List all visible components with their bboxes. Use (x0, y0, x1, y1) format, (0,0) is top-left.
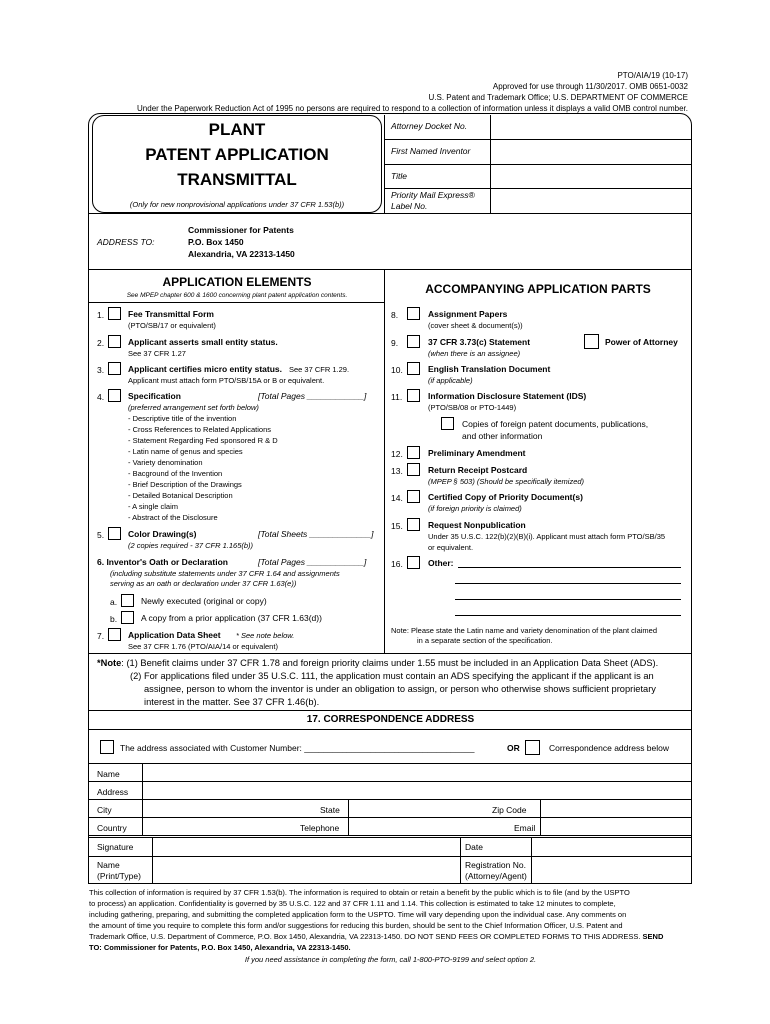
item-15-sub-1: Under 35 U.S.C. 122(b)(2)(B)(i). Applicant must attach form PTO/SB/35 (428, 532, 666, 541)
item-6a-num: a. (110, 597, 118, 607)
item-6-sub-2: serving as an oath or declaration under 37 CFR 1.63(e)) (110, 579, 297, 588)
signature-input[interactable] (156, 840, 460, 856)
state-label: State (320, 805, 340, 815)
burden-text-5: Trademark Office, U.S. Department of Commerce, P.O. Box 1450, Alexandria, VA 22313-1450. DO NOT SEND FEES OR COMPLETED FORMS TO THIS ADDRESS. (89, 932, 641, 941)
item-13-label: Return Receipt Postcard (428, 465, 528, 475)
item-2-checkbox[interactable] (108, 335, 121, 348)
item-5-sheets: [Total Sheets _____________] (258, 529, 374, 539)
item-5-num: 5. (97, 530, 105, 540)
inventor-label: First Named Inventor (391, 146, 471, 156)
burden-line-1: This collection of information is required by 37 CFR 1.53(b). The information is required to obtain or retain a benefit by the public which is to file (and by the USPTO (89, 888, 630, 897)
title-line-2: PATENT APPLICATION (145, 145, 329, 164)
item-16-num: 16. (391, 559, 403, 569)
item-7-checkbox[interactable] (108, 628, 121, 641)
item-14-sub: (if foreign priority is claimed) (428, 504, 522, 513)
address-label: Address (97, 787, 129, 797)
item-11-label: Information Disclosure Statement (IDS) (428, 391, 587, 401)
item-11-copies-1: Copies of foreign patent documents, publications, (462, 419, 649, 429)
spec-list-item: - Bacground of the Invention (128, 469, 223, 478)
item-13-checkbox[interactable] (407, 463, 420, 476)
item-4-checkbox[interactable] (108, 389, 121, 402)
app-elements-subheading: See MPEP chapter 600 & 1600 concerning plant patent application contents. (126, 292, 348, 299)
item-2-num: 2. (97, 338, 105, 348)
poa-checkbox[interactable] (584, 334, 599, 349)
burden-line-3: including gathering, preparing, and submitting the completed application form to the USPTO. Time will vary depending upon the individual case. Any comments on (89, 910, 627, 919)
item-12-label: Preliminary Amendment (428, 448, 526, 458)
express-label-1: Priority Mail Express® (391, 190, 475, 200)
express-input[interactable] (494, 192, 688, 212)
docket-input[interactable] (494, 119, 688, 139)
item-8-checkbox[interactable] (407, 307, 420, 320)
item-7-num: 7. (97, 631, 105, 641)
item-5-checkbox[interactable] (108, 527, 121, 540)
date-input[interactable] (535, 840, 689, 856)
item-3-num: 3. (97, 365, 105, 375)
item-4-pages: [Total Pages ____________] (258, 391, 367, 401)
customer-number-input[interactable] (320, 738, 489, 754)
inventor-input[interactable] (494, 143, 688, 163)
name-label: Name (97, 769, 120, 779)
item-14-num: 14. (391, 493, 403, 503)
item-6b-checkbox[interactable] (121, 611, 134, 624)
city-input[interactable] (146, 802, 320, 817)
item-15-sub-2: or equivalent. (428, 543, 474, 552)
footnote-text-1: : (1) Benefit claims under 37 CFR 1.78 and foreign priority claims under 1.55 must be included in an Application Data Sheet (ADS). (121, 658, 659, 668)
item-9-sub: (when there is an assignee) (428, 349, 521, 358)
right-note-2: in a separate section of the specification. (417, 636, 553, 645)
item-4-label: Specification (128, 391, 181, 401)
customer-number-label: The address associated with Customer Number: ____________________________________ (120, 743, 475, 753)
item-1-label: Fee Transmittal Form (128, 309, 214, 319)
footnote-line-2: (2) For applications filed under 35 U.S.C. 111, the application must contain an ADS specifying the applicant if the applicant is an (130, 671, 654, 681)
right-note-1: Note: Please state the Latin name and variety denomination of the plant claimed (391, 626, 657, 635)
address-line-2: P.O. Box 1450 (188, 237, 244, 247)
item-6b-num: b. (110, 614, 118, 624)
date-label: Date (465, 842, 483, 852)
other-input-4[interactable] (455, 603, 685, 617)
item-11-copies-checkbox[interactable] (441, 417, 454, 430)
app-elements-heading: APPLICATION ELEMENTS (162, 275, 312, 289)
spec-list-item: - Variety denomination (128, 458, 203, 467)
spec-list-item: - Abstract of the Disclosure (128, 513, 218, 522)
item-10-sub: (if applicable) (428, 376, 473, 385)
burden-line-2: to process) an application. Confidentiality is governed by 35 U.S.C. 122 and 37 CFR 1.11 and 1.14. This collection is estimated to take 12 minutes to complete, (89, 899, 616, 908)
spec-list-item: - Descriptive title of the invention (128, 414, 237, 423)
telephone-label: Telephone (300, 823, 340, 833)
item-10-label: English Translation Document (428, 364, 551, 374)
item-10-num: 10. (391, 365, 403, 375)
item-9-num: 9. (391, 338, 399, 348)
address-line-1: Commissioner for Patents (188, 225, 294, 235)
item-3-checkbox[interactable] (108, 362, 121, 375)
item-2-sub: See 37 CFR 1.27 (128, 349, 186, 358)
item-11-checkbox[interactable] (407, 389, 420, 402)
print-name-input[interactable] (156, 862, 460, 880)
burden-send: SEND (642, 932, 664, 941)
email-label: Email (514, 823, 536, 833)
item-14-label: Certified Copy of Priority Document(s) (428, 492, 583, 502)
item-6-label: 6. Inventor's Oath or Declaration (97, 557, 228, 567)
email-input[interactable] (544, 820, 690, 835)
city-label: City (97, 805, 112, 815)
item-6a-label: Newly executed (original or copy) (141, 596, 267, 606)
address-below-checkbox[interactable] (525, 740, 540, 755)
spec-list-item: - Statement Regarding Fed sponsored R & D (128, 436, 278, 445)
item-10-checkbox[interactable] (407, 362, 420, 375)
accompanying-heading: ACCOMPANYING APPLICATION PARTS (425, 282, 651, 296)
item-2-label: Applicant asserts small entity status. (128, 337, 278, 347)
address-input[interactable] (146, 784, 690, 799)
item-6a-checkbox[interactable] (121, 594, 134, 607)
item-11-num: 11. (391, 392, 403, 402)
item-12-checkbox[interactable] (407, 446, 420, 459)
signature-label: Signature (97, 842, 134, 852)
spec-list-item: - A single claim (128, 502, 179, 511)
address-below-label: Correspondence address below (549, 743, 670, 753)
country-label: Country (97, 823, 127, 833)
or-label: OR (507, 743, 520, 753)
print-name-label-2: (Print/Type) (97, 871, 141, 881)
item-3-label: Applicant certifies micro entity status. (128, 364, 282, 374)
approval-text: Approved for use through 11/30/2017. OMB 0651-0032 (492, 82, 688, 91)
title-input[interactable] (494, 168, 688, 188)
item-12-num: 12. (391, 449, 403, 459)
title-line-3: TRANSMITTAL (177, 170, 297, 189)
item-15-num: 15. (391, 521, 403, 531)
burden-line-4: the amount of time you require to complete this form and/or suggestions for reducing this burden, should be sent to the Chief Information Officer, U.S. Patent and (89, 921, 623, 930)
other-input-1[interactable] (458, 555, 685, 569)
address-to-label: ADDRESS TO: (97, 237, 155, 247)
other-input-3[interactable] (455, 587, 685, 601)
burden-line-5 (89, 932, 663, 941)
item-1-num: 1. (97, 310, 105, 320)
item-8-label: Assignment Papers (428, 309, 508, 319)
express-label-2: Label No. (391, 201, 428, 211)
spec-list-item: - Latin name of genus and species (128, 447, 243, 456)
state-input[interactable] (352, 802, 486, 817)
spec-list-item: - Cross References to Related Applications (128, 425, 271, 434)
registration-label-2: (Attorney/Agent) (465, 871, 527, 881)
title-line-1: PLANT (208, 120, 266, 139)
item-7-sub: See 37 CFR 1.76 (PTO/AIA/14 or equivalent) (128, 642, 278, 651)
country-input[interactable] (146, 820, 300, 835)
item-8-sub: (cover sheet & document(s)) (428, 321, 523, 330)
footnote-label: *Note (97, 658, 122, 668)
item-16-label: Other: (428, 558, 454, 568)
item-11-copies-2: and other information (462, 431, 543, 441)
registration-input[interactable] (535, 862, 689, 880)
burden-line-6: TO: Commissioner for Patents, P.O. Box 1450, Alexandria, VA 22313-1450. (89, 943, 351, 952)
correspondence-heading: 17. CORRESPONDENCE ADDRESS (306, 714, 475, 725)
address-line-3: Alexandria, VA 22313-1450 (188, 249, 295, 259)
item-14-checkbox[interactable] (407, 490, 420, 503)
telephone-input[interactable] (352, 820, 486, 835)
customer-number-checkbox[interactable] (100, 740, 114, 754)
item-15-label: Request Nonpublication (428, 520, 526, 530)
footnote-line-4: interest in the matter. See 37 CFR 1.46(b). (144, 697, 320, 707)
zip-input[interactable] (544, 802, 690, 817)
item-15-checkbox[interactable] (407, 518, 420, 531)
other-input-2[interactable] (455, 571, 685, 585)
item-4-num: 4. (97, 392, 105, 402)
name-input[interactable] (146, 766, 690, 781)
print-name-label-1: Name (97, 860, 120, 870)
item-3-sub: Applicant must attach form PTO/SB/15A or B or equivalent. (128, 376, 325, 385)
title-label: Title (391, 171, 407, 181)
item-3-ref: See 37 CFR 1.29. (289, 365, 350, 374)
footnote-line-3: assignee, person to whom the inventor is under an obligation to assign, or person who otherwise shows sufficient proprietary (144, 684, 656, 694)
item-5-sub: (2 copies required - 37 CFR 1.165(b)) (128, 541, 254, 550)
item-5-label: Color Drawing(s) (128, 529, 197, 539)
docket-label: Attorney Docket No. (391, 121, 468, 131)
item-7-note: * See note below. (236, 631, 295, 640)
assistance-text: If you need assistance in completing the form, call 1-800-PTO-9199 and select option 2. (244, 955, 537, 964)
item-6-pages: [Total Pages ____________] (258, 557, 367, 567)
office-text: U.S. Patent and Trademark Office; U.S. DEPARTMENT OF COMMERCE (428, 93, 688, 102)
form-number: PTO/AIA/19 (10-17) (617, 71, 688, 80)
item-11-sub: (PTO/SB/08 or PTO-1449) (428, 403, 517, 412)
poa-label: Power of Attorney (605, 337, 678, 347)
item-8-num: 8. (391, 310, 399, 320)
spec-list-item: - Detailed Botanical Description (128, 491, 233, 500)
title-note: (Only for new nonprovisional applications under 37 CFR 1.53(b)) (129, 200, 345, 209)
footnote-line-1 (97, 658, 658, 668)
zip-label: Zip Code (492, 805, 527, 815)
item-13-sub: (MPEP § 503) (Should be specifically itemized) (428, 477, 585, 486)
item-9-checkbox[interactable] (407, 335, 420, 348)
item-1-sub: (PTO/SB/17 or equivalent) (128, 321, 216, 330)
item-6-sub-1: (including substitute statements under 37 CFR 1.64 and assignments (110, 569, 340, 578)
item-16-checkbox[interactable] (407, 556, 420, 569)
item-6b-label: A copy from a prior application (37 CFR 1.63(d)) (141, 613, 322, 623)
item-4-sub: (preferred arrangement set forth below) (128, 403, 259, 412)
registration-label-1: Registration No. (465, 860, 526, 870)
item-9-label: 37 CFR 3.73(c) Statement (428, 337, 531, 347)
item-1-checkbox[interactable] (108, 307, 121, 320)
spec-list-item: - Brief Description of the Drawings (128, 480, 242, 489)
paperwork-text: Under the Paperwork Reduction Act of 1995 no persons are required to respond to a collection of information unless it displays a valid OMB control number. (137, 104, 688, 113)
item-7-label: Application Data Sheet (128, 630, 221, 640)
item-13-num: 13. (391, 466, 403, 476)
